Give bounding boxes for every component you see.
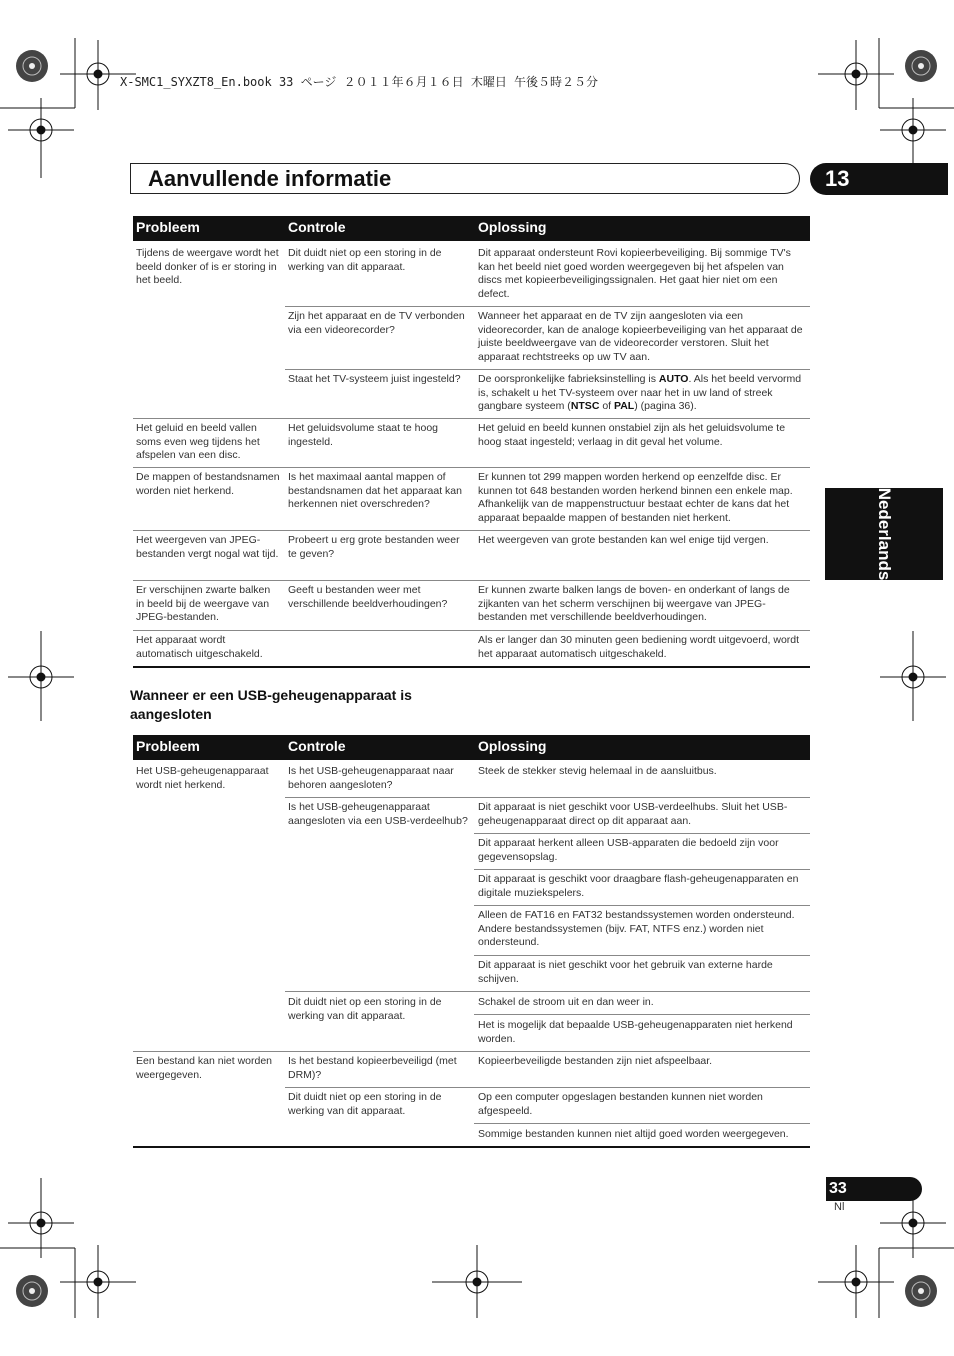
check-cell: Dit duidt niet op een storing in de werking van dit apparaat. xyxy=(288,1091,442,1117)
check-cell: Dit duidt niet op een storing in de werking van dit apparaat. xyxy=(288,996,442,1022)
keyword-pal: PAL xyxy=(614,400,635,412)
row-divider xyxy=(474,905,810,906)
check-cell: Dit duidt niet op een storing in de werking van dit apparaat. xyxy=(288,247,442,273)
problem-cell: Tijdens de weergave wordt het beeld donker of is er storing in het beeld. xyxy=(136,247,279,286)
solution-cell: De oorspronkelijke fabrieksinstelling is AUTO. Als het beeld vervormd is, schakelt u het TV-systeem over naar het in uw land of streek gangbare systeem (NTSC of PAL) (pagina 36). xyxy=(478,373,802,412)
row-divider xyxy=(133,580,810,581)
problem-cell: Er verschijnen zwarte balken in beeld bij de weergave van JPEG-bestanden. xyxy=(136,584,271,623)
row-divider xyxy=(285,369,810,370)
page-language: Nl xyxy=(834,1201,845,1213)
check-cell: Zijn het apparaat en de TV verbonden via een videorecorder? xyxy=(288,310,465,336)
language-tab-label: Nederlands xyxy=(875,487,894,581)
row-divider xyxy=(285,1087,810,1088)
keyword-ntsc: NTSC xyxy=(570,400,600,412)
check-cell: Staat het TV-systeem juist ingesteld? xyxy=(288,373,461,385)
problem-cell: Het USB-geheugenapparaat wordt niet herkend. xyxy=(136,765,269,791)
troubleshooting-table xyxy=(133,216,810,660)
keyword-auto: AUTO xyxy=(658,373,689,385)
page-title: Aanvullende informatie xyxy=(148,166,392,191)
print-header: X-SMC1_SYXZT8_En.book 33 ページ ２０１１年６月１６日 木曜日 午後５時２５分 xyxy=(120,75,599,89)
header-oplossing: Oplossing xyxy=(478,219,547,235)
table-header xyxy=(133,735,810,760)
solution-cell: Het geluid en beeld kunnen onstabiel zijn als het geluidsvolume te hoog staat ingesteld; verlaag in dit geval het volume. xyxy=(478,422,786,448)
check-cell: Is het USB-geheugenapparaat aangesloten via een USB-verdeelhub? xyxy=(288,801,468,827)
solution-cell: Sommige bestanden kunnen niet altijd goed worden weergegeven. xyxy=(478,1128,789,1140)
solution-cell: Dit apparaat herkent alleen USB-apparaten die bedoeld zijn voor gegevensopslag. xyxy=(478,837,779,863)
row-divider xyxy=(285,797,810,798)
table-bottom-rule xyxy=(133,1146,810,1148)
section-heading: Wanneer er een USB-geheugenapparaat is aangesloten xyxy=(130,687,412,722)
check-cell: Is het maximaal aantal mappen of bestandsnamen dat het apparaat kan herkennen niet overschreden? xyxy=(288,471,462,510)
table-header xyxy=(133,216,810,241)
solution-cell: Het weergeven van grote bestanden kan wel enige tijd vergen. xyxy=(478,534,769,546)
solution-cell: Wanneer het apparaat en de TV zijn aangesloten via een videorecorder, kan de analoge kopieerbeveiliging van het apparaat de juiste beeldweergave van de videorecorder verstoren. Sluit het apparaat rechtstreeks op uw TV aan. xyxy=(478,310,803,363)
check-cell: Probeert u erg grote bestanden weer te geven? xyxy=(288,534,460,560)
row-divider xyxy=(474,1123,810,1124)
solution-cell: Er kunnen tot 299 mappen worden herkend op eenzelfde disc. Er kunnen tot 648 bestanden worden herkend binnen een enkele map. Afhankelijk van de mappenstructuur bestaat echter de kans dat het apparaat bepaalde mappen of bestanden niet herkent. xyxy=(478,471,793,524)
header-controle: Controle xyxy=(288,219,346,235)
row-divider xyxy=(285,991,810,992)
row-divider xyxy=(133,1051,810,1052)
solution-cell: Dit apparaat is niet geschikt voor USB-verdeelhubs. Sluit het USB-geheugenapparaat direct op dit apparaat aan. xyxy=(478,801,788,827)
solution-cell: Er kunnen zwarte balken langs de boven- en onderkant of langs de zijkanten van het scherm verschijnen bij weergave van JPEG-bestanden met verschillende beeldverhoudingen. xyxy=(478,584,790,623)
check-cell: Is het bestand kopieerbeveiligd (met DRM)? xyxy=(288,1055,457,1081)
solution-cell: Schakel de stroom uit en dan weer in. xyxy=(478,996,654,1008)
usb-troubleshooting-table xyxy=(133,735,810,1140)
check-cell: Geeft u bestanden weer met verschillende beeldverhoudingen? xyxy=(288,584,448,610)
header-controle: Controle xyxy=(288,738,346,754)
row-divider xyxy=(474,1014,810,1015)
solution-cell: Alleen de FAT16 en FAT32 bestandssystemen worden ondersteund. Andere bestandssystemen (bijv. FAT, NTFS enz.) worden niet ondersteund. xyxy=(478,909,795,948)
solution-cell: Dit apparaat is niet geschikt voor het gebruik van externe harde schijven. xyxy=(478,959,773,985)
header-oplossing: Oplossing xyxy=(478,738,547,754)
solution-cell: Steek de stekker stevig helemaal in de aansluitbus. xyxy=(478,765,717,777)
problem-cell: Het geluid en beeld vallen soms even weg tijdens het afspelen van een disc. xyxy=(136,422,260,461)
solution-cell: Het is mogelijk dat bepaalde USB-geheugenapparaten niet herkend worden. xyxy=(478,1019,793,1045)
solution-cell: Kopieerbeveiligde bestanden zijn niet afspeelbaar. xyxy=(478,1055,713,1067)
solution-cell: Dit apparaat is geschikt voor draagbare flash-geheugenapparaten en digitale muziekspelers. xyxy=(478,873,799,899)
header-probleem: Probleem xyxy=(136,219,200,235)
row-divider xyxy=(133,630,810,631)
row-divider xyxy=(133,418,810,419)
check-cell: Is het USB-geheugenapparaat naar behoren aangesloten? xyxy=(288,765,454,791)
check-cell: Het geluidsvolume staat te hoog ingesteld. xyxy=(288,422,439,448)
solution-cell: Dit apparaat ondersteunt Rovi kopieerbeveiliging. Bij sommige TV's kan het beeld niet goed worden weergegeven bij het afspelen van discs met kopieerbeveiligingssignalen. Het gaat hier niet om een defect. xyxy=(478,247,791,300)
problem-cell: Het apparaat wordt automatisch uitgeschakeld. xyxy=(136,634,263,660)
solution-cell: Op een computer opgeslagen bestanden kunnen niet worden afgespeeld. xyxy=(478,1091,763,1117)
chapter-number: 13 xyxy=(810,163,948,195)
row-divider xyxy=(285,306,810,307)
problem-cell: Een bestand kan niet worden weergegeven. xyxy=(136,1055,273,1081)
problem-cell: De mappen of bestandsnamen worden niet herkend. xyxy=(136,471,280,497)
page-number: 33 xyxy=(826,1177,922,1201)
row-divider xyxy=(474,833,810,834)
row-divider xyxy=(133,467,810,468)
header-probleem: Probleem xyxy=(136,738,200,754)
problem-cell: Het weergeven van JPEG-bestanden vergt nogal wat tijd. xyxy=(136,534,279,560)
row-divider xyxy=(133,530,810,531)
row-divider xyxy=(474,955,810,956)
language-tab xyxy=(825,488,943,580)
solution-cell: Als er langer dan 30 minuten geen bediening wordt uitgevoerd, wordt het apparaat automatisch uitgeschakeld. xyxy=(478,634,800,660)
row-divider xyxy=(474,869,810,870)
table-bottom-rule xyxy=(133,666,810,668)
